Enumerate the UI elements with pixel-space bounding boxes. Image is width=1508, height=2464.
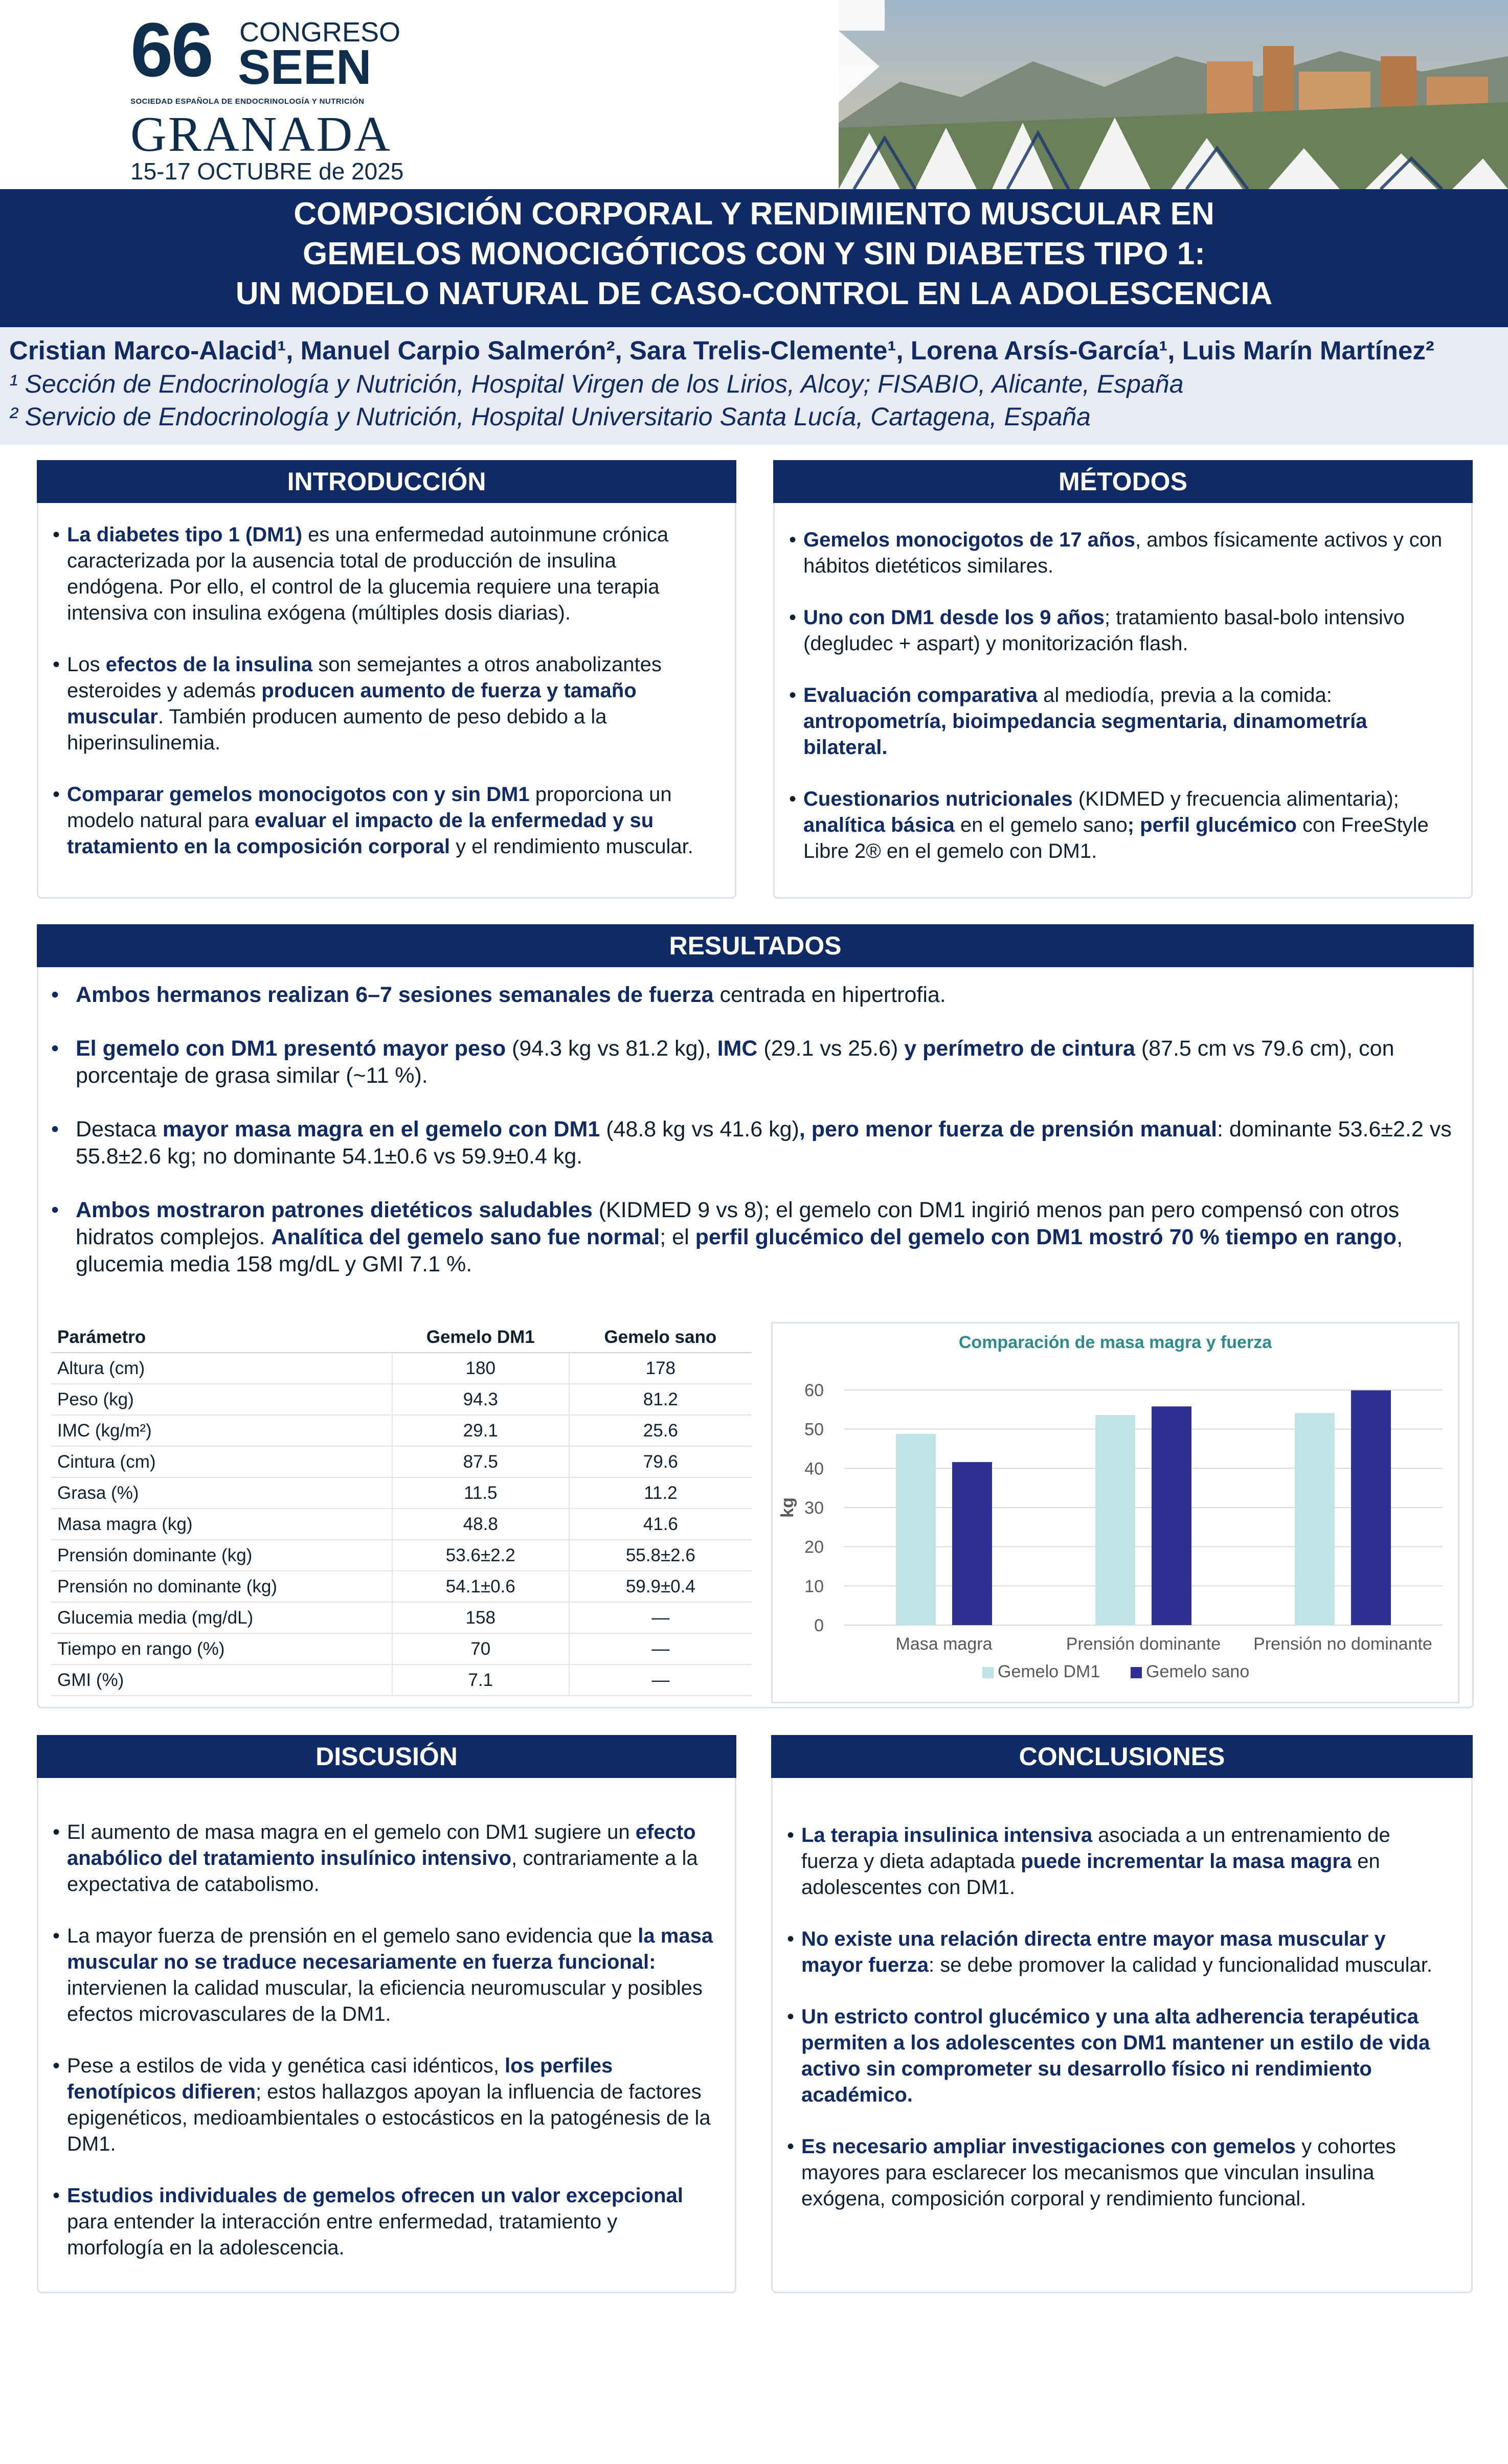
table-cell-parameter: Glucemia media (mg/dL) bbox=[51, 1602, 392, 1633]
results-heading: RESULTADOS bbox=[37, 924, 1474, 967]
discussion-section bbox=[37, 1735, 736, 2293]
congress-word: CONGRESO bbox=[239, 17, 401, 48]
methods-item: • Gemelos monocigotos de 17 años, ambos físicamente activos y con hábitos dietéticos similares. bbox=[789, 527, 1454, 579]
bar-healthy-2 bbox=[1351, 1390, 1391, 1625]
table-cell-parameter: Peso (kg) bbox=[51, 1384, 392, 1415]
legend-label: Gemelo DM1 bbox=[998, 1662, 1100, 1681]
discussion-heading: DISCUSIÓN bbox=[37, 1735, 736, 1778]
y-tick-label: 50 bbox=[804, 1420, 824, 1440]
table-header: Gemelo sano bbox=[569, 1322, 752, 1353]
bar-dm1-1 bbox=[1095, 1415, 1135, 1625]
y-tick-label: 10 bbox=[804, 1577, 824, 1596]
intro-heading: INTRODUCCIÓN bbox=[37, 460, 736, 503]
y-tick-label: 60 bbox=[804, 1381, 824, 1400]
intro-item: • Los efectos de la insulina son semejantes a otros anabolizantes esteroides y además producen aumento de fuerza y tamaño muscular. También producen aumento de peso debido a la hiperinsulinemia. bbox=[53, 652, 717, 756]
y-tick-label: 40 bbox=[804, 1459, 824, 1479]
results-item: • Ambos mostraron patrones dietéticos saludables (KIDMED 9 vs 8); el gemelo con DM1 ingirió menos pan pero compensó con otros hidratos complejos. Analítica del gemelo sano fue normal; el perfil glucémico del gemelo con DM1 mostró 70 % tiempo en rango, glucemia media 158 mg/dL y GMI 7.1 %. bbox=[51, 1197, 1473, 1278]
methods-section bbox=[773, 460, 1473, 899]
table-row bbox=[51, 1384, 752, 1415]
table-cell-dm1: 158 bbox=[392, 1602, 569, 1633]
table-cell-healthy: 59.9±0.4 bbox=[569, 1571, 752, 1602]
conclusions-list bbox=[787, 1822, 1452, 2212]
discussion-list bbox=[53, 1819, 717, 2261]
table-cell-dm1: 48.8 bbox=[392, 1509, 569, 1540]
conclusions-item: • No existe una relación directa entre mayor masa muscular y mayor fuerza: se debe promover la calidad y funcionalidad muscular. bbox=[787, 1926, 1452, 1978]
poster-title bbox=[0, 189, 1508, 327]
chart-title: Comparación de masa magra y fuerza bbox=[958, 1333, 1272, 1352]
legend-label: Gemelo sano bbox=[1146, 1662, 1250, 1681]
table-cell-healthy: 81.2 bbox=[569, 1384, 752, 1415]
poster-header bbox=[0, 0, 1508, 189]
granada-photo bbox=[839, 0, 1508, 189]
affiliation-2: ² Servicio de Endocrinología y Nutrición, Hospital Universitario Santa Lucía, Cartagena, España bbox=[9, 402, 1091, 431]
methods-list bbox=[789, 527, 1454, 864]
discussion-item: • La mayor fuerza de prensión en el gemelo sano evidencia que la masa muscular no se traduce necesariamente en fuerza funcional: intervienen la calidad muscular, la eficiencia neuromuscular y posibles efectos microvasculares de la DM1. bbox=[53, 1923, 717, 2027]
table-cell-dm1: 54.1±0.6 bbox=[392, 1571, 569, 1602]
y-tick-label: 0 bbox=[814, 1616, 824, 1635]
title-line-3: UN MODELO NATURAL DE CASO-CONTROL EN LA ADOLESCENCIA bbox=[235, 276, 1273, 311]
y-axis-label: kg bbox=[778, 1497, 797, 1518]
table-cell-dm1: 87.5 bbox=[392, 1446, 569, 1477]
conclusions-heading: CONCLUSIONES bbox=[771, 1735, 1473, 1778]
results-item: • El gemelo con DM1 presentó mayor peso (94.3 kg vs 81.2 kg), IMC (29.1 vs 25.6) y perímetro de cintura (87.5 cm vs 79.6 cm), con porcentaje de grasa similar (~11 %). bbox=[51, 1035, 1473, 1089]
table-cell-dm1: 7.1 bbox=[392, 1664, 569, 1696]
table-row bbox=[51, 1415, 752, 1446]
table-row bbox=[51, 1446, 752, 1477]
table-cell-parameter: GMI (%) bbox=[51, 1664, 392, 1696]
author-list: Cristian Marco-Alacid¹, Manuel Carpio Salmerón², Sara Trelis-Clemente¹, Lorena Arsís-García¹, Luis Marín Martínez² bbox=[9, 336, 1434, 365]
authors-section bbox=[0, 327, 1508, 445]
conclusions-item: • La terapia insulinica intensiva asociada a un entrenamiento de fuerza y dieta adaptada puede incrementar la masa magra en adolescentes con DM1. bbox=[787, 1822, 1452, 1901]
congress-dates: 15-17 OCTUBRE de 2025 bbox=[130, 158, 404, 185]
methods-item: • Cuestionarios nutricionales (KIDMED y frecuencia alimentaria); analítica básica en el gemelo sano; perfil glucémico con FreeStyle Libre 2® en el gemelo con DM1. bbox=[789, 786, 1454, 864]
congress-city: GRANADA bbox=[130, 107, 392, 162]
table-row bbox=[51, 1353, 752, 1384]
y-tick-label: 30 bbox=[804, 1498, 824, 1518]
table-header: Parámetro bbox=[51, 1322, 392, 1353]
table-row bbox=[51, 1477, 752, 1509]
table-cell-parameter: Grasa (%) bbox=[51, 1477, 392, 1509]
discussion-item: • Estudios individuales de gemelos ofrecen un valor excepcional para entender la interacción entre enfermedad, tratamiento y morfología en la adolescencia. bbox=[53, 2183, 717, 2261]
discussion-item: • Pese a estilos de vida y genética casi idénticos, los perfiles fenotípicos difieren; estos hallazgos apoyan la influencia de factores epigenéticos, medioambientales o estocásticos en la patogénesis de la DM1. bbox=[53, 2053, 717, 2157]
table-cell-healthy: — bbox=[569, 1633, 752, 1664]
title-line-2: GEMELOS MONOCIGÓTICOS CON Y SIN DIABETES TIPO 1: bbox=[303, 236, 1205, 271]
results-item: • Ambos hermanos realizan 6–7 sesiones semanales de fuerza centrada en hipertrofia. bbox=[51, 982, 1473, 1009]
intro-section bbox=[37, 460, 736, 899]
table-row bbox=[51, 1540, 752, 1571]
lean-mass-strength-chart bbox=[773, 1324, 1458, 1702]
conclusions-item: • Es necesario ampliar investigaciones con gemelos y cohortes mayores para esclarecer los mecanismos que vinculan insulina exógena, composición corporal y rendimiento funcional. bbox=[787, 2134, 1452, 2212]
table-cell-dm1: 53.6±2.2 bbox=[392, 1540, 569, 1571]
table-header: Gemelo DM1 bbox=[392, 1322, 569, 1353]
table-cell-parameter: Tiempo en rango (%) bbox=[51, 1633, 392, 1664]
table-row bbox=[51, 1664, 752, 1696]
x-tick-label: Prensión dominante bbox=[1066, 1634, 1221, 1654]
intro-list bbox=[53, 522, 717, 860]
congress-name: SEEN bbox=[238, 40, 372, 95]
table-body bbox=[51, 1353, 752, 1696]
bar-dm1-0 bbox=[896, 1434, 936, 1625]
intro-item: • Comparar gemelos monocigotos con y sin DM1 proporciona un modelo natural para evaluar el impacto de la enfermedad y su tratamiento en la composición corporal y el rendimiento muscular. bbox=[53, 782, 717, 860]
y-tick-label: 20 bbox=[804, 1537, 824, 1557]
table-row bbox=[51, 1633, 752, 1664]
table-cell-healthy: — bbox=[569, 1602, 752, 1633]
table-cell-healthy: 25.6 bbox=[569, 1415, 752, 1446]
table-cell-parameter: Altura (cm) bbox=[51, 1353, 392, 1384]
x-tick-label: Prensión no dominante bbox=[1253, 1634, 1432, 1654]
congress-number: 66 bbox=[130, 7, 212, 93]
table-header-row bbox=[51, 1322, 752, 1353]
conclusions-section bbox=[771, 1735, 1473, 2293]
methods-item: • Uno con DM1 desde los 9 años; tratamiento basal-bolo intensivo (degludec + aspart) y monitorización flash. bbox=[789, 605, 1454, 657]
table-cell-parameter: Masa magra (kg) bbox=[51, 1509, 392, 1540]
bar-dm1-2 bbox=[1295, 1413, 1335, 1625]
legend-swatch-1 bbox=[1131, 1667, 1142, 1678]
table-cell-dm1: 29.1 bbox=[392, 1415, 569, 1446]
bar-healthy-0 bbox=[952, 1462, 992, 1625]
table-cell-dm1: 11.5 bbox=[392, 1477, 569, 1509]
table-cell-dm1: 180 bbox=[392, 1353, 569, 1384]
table-cell-parameter: Prensión no dominante (kg) bbox=[51, 1571, 392, 1602]
table-cell-healthy: 11.2 bbox=[569, 1477, 752, 1509]
table-cell-parameter: Cintura (cm) bbox=[51, 1446, 392, 1477]
parameters-table bbox=[51, 1322, 752, 1696]
legend-swatch-0 bbox=[982, 1667, 994, 1678]
society-name: SOCIEDAD ESPAÑOLA DE ENDOCRINOLOGÍA Y NUTRICIÓN bbox=[130, 97, 365, 106]
table-cell-parameter: IMC (kg/m²) bbox=[51, 1415, 392, 1446]
congress-logo bbox=[130, 7, 417, 185]
table-cell-parameter: Prensión dominante (kg) bbox=[51, 1540, 392, 1571]
table-cell-healthy: 178 bbox=[569, 1353, 752, 1384]
intro-item: • La diabetes tipo 1 (DM1) es una enfermedad autoinmune crónica caracterizada por la ausencia total de producción de insulina endógena. Por ello, el control de la glucemia requiere una terapia intensiva con insulina exógena (múltiples dosis diarias). bbox=[53, 522, 717, 626]
title-line-1: COMPOSICIÓN CORPORAL Y RENDIMIENTO MUSCULAR EN bbox=[294, 196, 1214, 232]
results-list bbox=[51, 982, 1473, 1278]
table-cell-healthy: 41.6 bbox=[569, 1509, 752, 1540]
table-cell-healthy: — bbox=[569, 1664, 752, 1696]
discussion-item: • El aumento de masa magra en el gemelo con DM1 sugiere un efecto anabólico del tratamiento insulínico intensivo, contrariamente a la expectativa de catabolismo. bbox=[53, 1819, 717, 1898]
methods-heading: MÉTODOS bbox=[773, 460, 1473, 503]
affiliation-1: ¹ Sección de Endocrinología y Nutrición, Hospital Virgen de los Lirios, Alcoy; FISABIO, Alicante, España bbox=[9, 370, 1184, 398]
bar-healthy-1 bbox=[1152, 1406, 1191, 1625]
table-row bbox=[51, 1509, 752, 1540]
chart-panel bbox=[771, 1322, 1459, 1703]
x-tick-label: Masa magra bbox=[895, 1634, 993, 1654]
table-cell-dm1: 94.3 bbox=[392, 1384, 569, 1415]
table-row bbox=[51, 1571, 752, 1602]
table-cell-dm1: 70 bbox=[392, 1633, 569, 1664]
table-row bbox=[51, 1602, 752, 1633]
table-cell-healthy: 55.8±2.6 bbox=[569, 1540, 752, 1571]
conclusions-item: • Un estricto control glucémico y una alta adherencia terapéutica permiten a los adolescentes con DM1 mantener un estilo de vida activo sin comprometer su desarrollo físico ni rendimiento académico. bbox=[787, 2004, 1452, 2108]
results-item: • Destaca mayor masa magra en el gemelo con DM1 (48.8 kg vs 41.6 kg), pero menor fuerza de prensión manual: dominante 53.6±2.2 vs 55.8±2.6 kg; no dominante 54.1±0.6 vs 59.9±0.4 kg. bbox=[51, 1116, 1473, 1170]
methods-item: • Evaluación comparativa al mediodía, previa a la comida: antropometría, bioimpedancia segmentaria, dinamometría bilateral. bbox=[789, 682, 1454, 761]
table-cell-healthy: 79.6 bbox=[569, 1446, 752, 1477]
